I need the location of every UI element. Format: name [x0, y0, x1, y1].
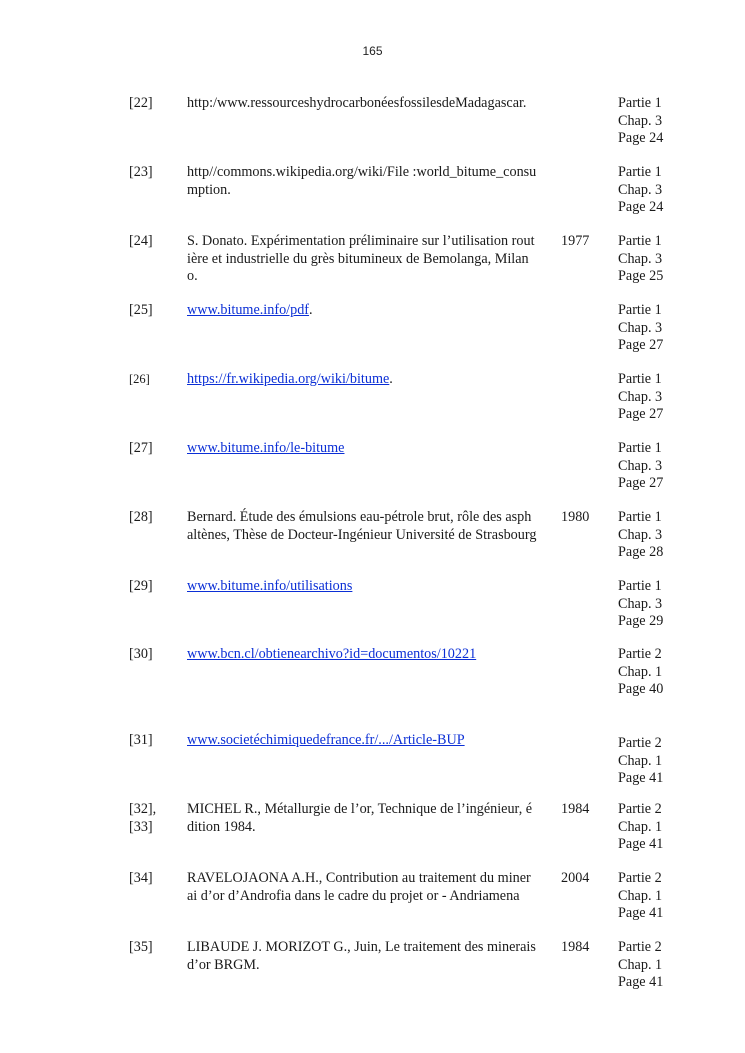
reference-partie: Partie 1	[618, 302, 662, 318]
reference-number: [23]	[129, 164, 153, 180]
reference-partie: Partie 1	[618, 440, 662, 456]
reference-text: S. Donato. Expérimentation préliminaire sur l’utilisation routière et industrielle du grès bitumineux de Bemolanga, Milano.	[187, 233, 535, 284]
reference-location	[618, 509, 663, 562]
reference-chapter: Chap. 3	[618, 112, 663, 129]
reference-year: 1980	[561, 509, 590, 525]
reference-partie: Partie 1	[618, 95, 662, 111]
reference-text: http//commons.wikipedia.org/wiki/File :world_bitume_consumption.	[187, 164, 537, 198]
reference-partie: Partie 2	[618, 735, 662, 751]
reference-location	[618, 939, 663, 992]
reference-number: [30]	[129, 646, 153, 662]
reference-text[interactable]: https://fr.wikipedia.org/wiki/bitume.	[187, 371, 393, 387]
reference-year: 1984	[561, 939, 590, 955]
reference-chapter: Chap. 3	[618, 250, 663, 267]
reference-text[interactable]	[187, 732, 537, 750]
reference-link[interactable]: www.bitume.info/le-bitume	[187, 440, 345, 456]
reference-partie: Partie 2	[618, 801, 662, 817]
reference-location	[618, 646, 663, 699]
reference-page: Page 40	[618, 681, 664, 697]
reference-partie: Partie 1	[618, 164, 662, 180]
reference-text: Bernard. Étude des émulsions eau-pétrole brut, rôle des asphaltènes, Thèse de Docteur-Ingénieur Université de Strasbourg	[187, 509, 537, 543]
reference-partie: Partie 1	[618, 371, 662, 387]
reference-text: LIBAUDE J. MORIZOT G., Juin, Le traitement des minerais d’or BRGM.	[187, 939, 536, 973]
reference-location	[618, 578, 663, 631]
reference-text: http:/www.ressourceshydrocarbonéesfossilesdeMadagascar.	[187, 95, 527, 111]
reference-text[interactable]	[187, 440, 537, 458]
reference-page: Page 41	[618, 974, 664, 990]
reference-location	[618, 371, 663, 424]
reference-text: MICHEL R., Métallurgie de l’or, Technique de l’ingénieur, édition 1984.	[187, 801, 533, 835]
reference-page: Page 41	[618, 905, 664, 921]
reference-page: Page 24	[618, 199, 664, 215]
reference-link[interactable]: www.bitume.info/utilisations	[187, 578, 353, 594]
reference-chapter: Chap. 3	[618, 319, 663, 336]
reference-partie: Partie 1	[618, 233, 662, 249]
reference-chapter: Chap. 1	[618, 956, 663, 973]
reference-year: 1977	[561, 233, 590, 249]
reference-chapter: Chap. 3	[618, 526, 663, 543]
reference-number: [27]	[129, 440, 153, 456]
reference-year: 2004	[561, 870, 590, 886]
reference-text[interactable]: www.bitume.info/pdf.	[187, 302, 313, 318]
reference-number: [29]	[129, 578, 153, 594]
reference-text: RAVELOJAONA A.H., Contribution au traitement du minerai d’or d’Androfia dans le cadre du projet or - Andriamena	[187, 870, 531, 904]
reference-number: [32], [33]	[129, 801, 157, 835]
reference-page: Page 25	[618, 268, 664, 284]
reference-text[interactable]	[187, 578, 537, 596]
reference-link[interactable]: www.bcn.cl/obtienearchivo?id=documentos/10221	[187, 646, 477, 662]
reference-location	[618, 164, 663, 217]
reference-page: Page 27	[618, 475, 664, 491]
reference-location	[618, 735, 663, 788]
reference-number: [25]	[129, 302, 153, 318]
reference-chapter: Chap. 1	[618, 752, 663, 769]
reference-number: [31]	[129, 732, 153, 748]
reference-link[interactable]: www.societéchimiquedefrance.fr/.../Article-BUP	[187, 732, 465, 748]
reference-number: [35]	[129, 939, 153, 955]
reference-partie: Partie 2	[618, 870, 662, 886]
reference-page: Page 29	[618, 613, 664, 629]
reference-partie: Partie 1	[618, 509, 662, 525]
reference-location	[618, 440, 663, 493]
reference-link[interactable]: www.bitume.info/pdf	[187, 302, 310, 318]
reference-page: Page 41	[618, 770, 664, 786]
reference-chapter: Chap. 3	[618, 388, 663, 405]
reference-chapter: Chap. 3	[618, 595, 663, 612]
reference-link[interactable]: https://fr.wikipedia.org/wiki/bitume	[187, 371, 390, 387]
reference-chapter: Chap. 3	[618, 181, 663, 198]
reference-number: [28]	[129, 509, 153, 525]
reference-location	[618, 870, 663, 923]
reference-number: [22]	[129, 95, 153, 111]
reference-number: [24]	[129, 233, 153, 249]
reference-number: [34]	[129, 870, 153, 886]
reference-page: Page 28	[618, 544, 664, 560]
reference-location	[618, 95, 663, 148]
reference-location	[618, 801, 663, 854]
reference-chapter: Chap. 3	[618, 457, 663, 474]
reference-location	[618, 233, 663, 286]
reference-page: Page 41	[618, 836, 664, 852]
reference-chapter: Chap. 1	[618, 663, 663, 680]
reference-page: Page 27	[618, 406, 664, 422]
reference-page: Page 27	[618, 337, 664, 353]
reference-partie: Partie 1	[618, 578, 662, 594]
reference-chapter: Chap. 1	[618, 887, 663, 904]
reference-page: Page 24	[618, 130, 664, 146]
reference-partie: Partie 2	[618, 646, 662, 662]
reference-year: 1984	[561, 801, 590, 817]
reference-partie: Partie 2	[618, 939, 662, 955]
page-number: 165	[362, 44, 383, 58]
reference-location	[618, 302, 663, 355]
reference-number: [26]	[129, 372, 150, 386]
reference-chapter: Chap. 1	[618, 818, 663, 835]
reference-text[interactable]	[187, 646, 537, 664]
